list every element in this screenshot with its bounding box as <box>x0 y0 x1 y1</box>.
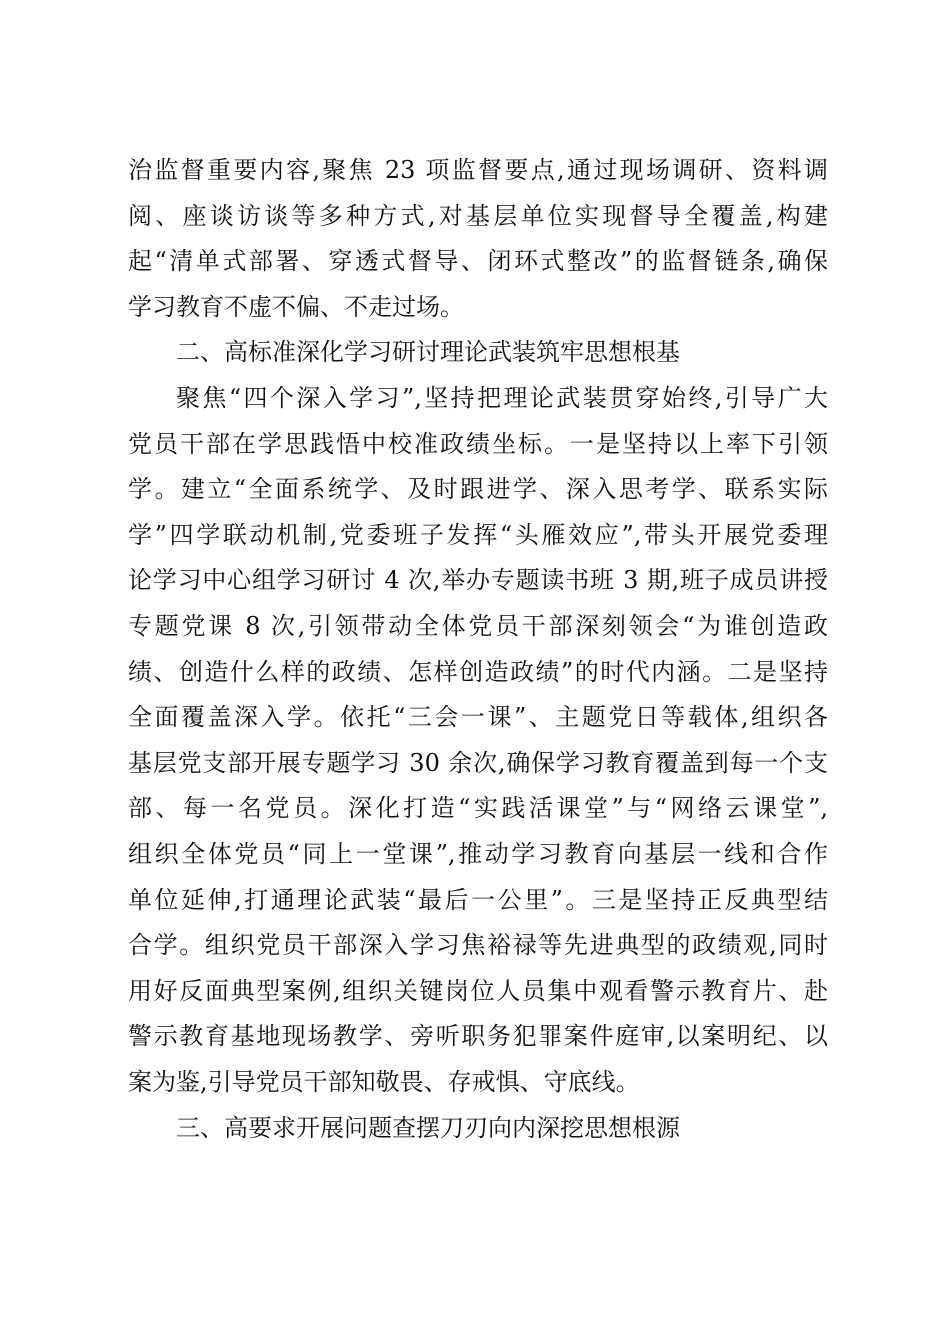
section-heading: 三、高要求开展问题查摆刀刃向内深挖思想根源 <box>176 1113 680 1142</box>
paragraph-line: 学”四学联动机制,党委班子发挥“头雁效应”,带头开展党委理 <box>128 520 828 549</box>
paragraph-line: 警示教育基地现场教学、旁听职务犯罪案件庭审,以案明纪、以 <box>128 1022 828 1051</box>
paragraph-line: 案为鉴,引导党员干部知敬畏、存戒惧、守底线。 <box>128 1068 640 1096</box>
paragraph-line: 治监督重要内容,聚焦 23 项监督要点,通过现场调研、资料调 <box>128 156 828 184</box>
paragraph-line: 全面覆盖深入学。依托“三会一课”、主题党日等载体,组织各 <box>128 703 828 732</box>
paragraph-line: 聚焦“四个深入学习”,坚持把理论武装贯穿始终,引导广大 <box>176 384 828 412</box>
paragraph-line: 起“清单式部署、穿透式督导、闭环式整改”的监督链条,确保 <box>128 247 828 276</box>
paragraph-line: 基层党支部开展专题学习 30 余次,确保学习教育覆盖到每一个支 <box>128 748 828 777</box>
paragraph-line: 党员干部在学思践悟中校准政绩坐标。一是坚持以上率下引领 <box>128 429 828 458</box>
paragraph-line: 用好反面典型案例,组织关键岗位人员集中观看警示教育片、赴 <box>128 976 828 1005</box>
paragraph-line: 组织全体党员“同上一堂课”,推动学习教育向基层一线和合作 <box>128 840 828 868</box>
paragraph-line: 专题党课 8 次,引领带动全体党员干部深刻领会“为谁创造政 <box>128 612 828 640</box>
paragraph-line: 绩、创造什么样的政绩、怎样创造政绩”的时代内涵。二是坚持 <box>128 657 828 686</box>
paragraph-line: 论学习中心组学习研讨 4 次,举办专题读书班 3 期,班子成员讲授 <box>128 566 828 595</box>
paragraph-line: 单位延伸,打通理论武装“最后一公里”。三是坚持正反典型结 <box>128 885 828 914</box>
paragraph-line: 部、每一名党员。深化打造“实践活课堂”与“网络云课堂”, <box>128 794 828 823</box>
paragraph-line: 学。建立“全面系统学、及时跟进学、深入思考学、联系实际 <box>128 475 828 504</box>
paragraph-line: 合学。组织党员干部深入学习焦裕禄等先进典型的政绩观,同时 <box>128 931 828 960</box>
paragraph-line: 学习教育不虚不偏、不走过场。 <box>128 292 464 321</box>
section-heading: 二、高标准深化学习研讨理论武装筑牢思想根基 <box>176 338 680 367</box>
paragraph-line: 阅、座谈访谈等多种方式,对基层单位实现督导全覆盖,构建 <box>128 201 828 230</box>
